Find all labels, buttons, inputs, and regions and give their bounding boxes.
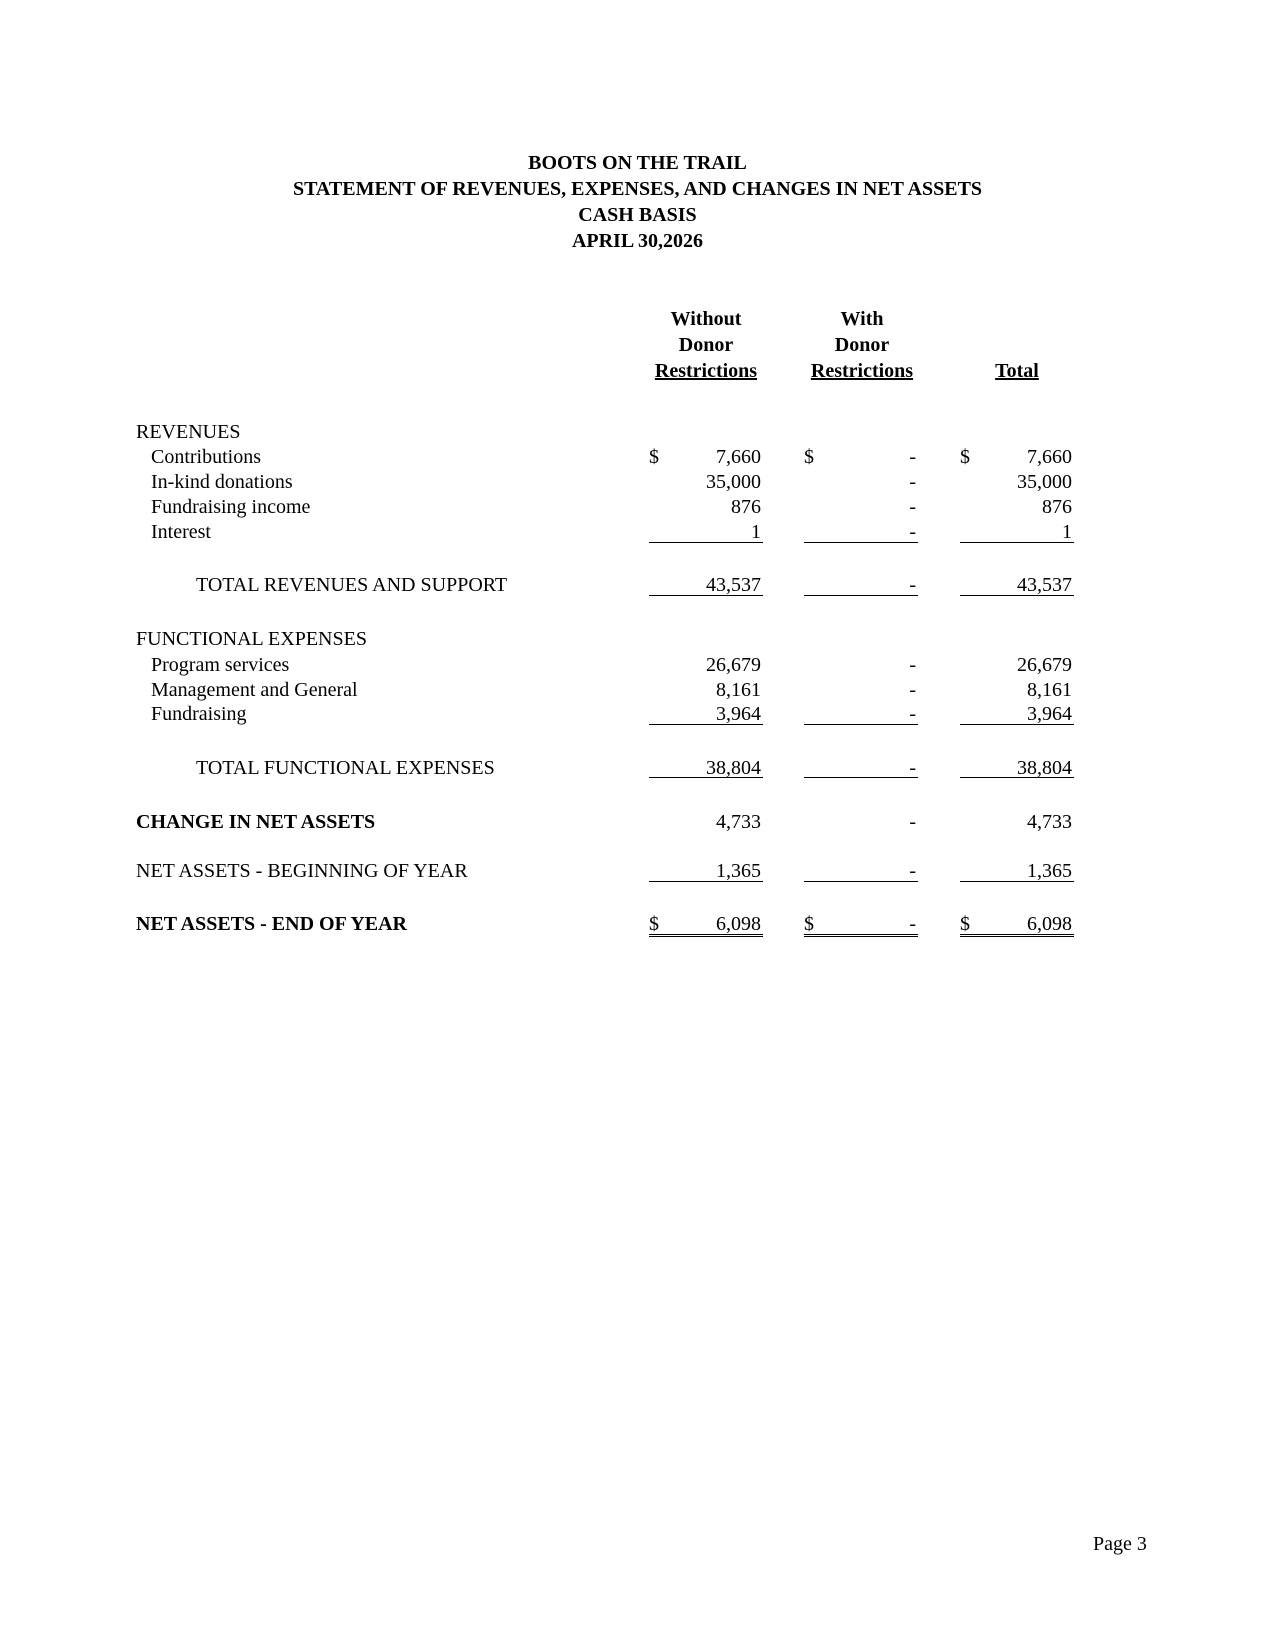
amount-cell: 3,964	[1027, 703, 1072, 725]
amount-cell: 26,679	[1017, 654, 1072, 676]
organization-name: BOOTS ON THE TRAIL	[528, 152, 747, 174]
report-header	[0, 150, 1275, 254]
row-label: Fundraising	[151, 703, 247, 725]
amount-cell: 38,804	[706, 757, 761, 779]
amount-cell: $ -	[804, 446, 916, 468]
amount-cell: 1	[1062, 521, 1072, 543]
amount-cell: $ 6,098	[960, 913, 1072, 935]
row-label: Fundraising income	[151, 496, 311, 518]
amount-cell: 876	[731, 496, 761, 518]
total-rule	[960, 777, 1074, 778]
amount-cell: 1,365	[716, 860, 761, 882]
amount-cell: 38,804	[1017, 757, 1072, 779]
total-rule	[960, 595, 1074, 596]
amount-cell: 8,161	[716, 679, 761, 701]
amount-cell: 26,679	[706, 654, 761, 676]
amount-cell: -	[909, 757, 916, 779]
subtotal-rule	[960, 542, 1074, 543]
total-rule	[804, 777, 918, 778]
amount-cell: -	[909, 860, 916, 882]
net-assets-beginning-label: NET ASSETS - BEGINNING OF YEAR	[136, 860, 468, 882]
amount-cell: -	[909, 521, 916, 543]
amount-cell: 1	[751, 521, 761, 543]
column-header-total: Total	[995, 360, 1039, 382]
amount-cell: 876	[1042, 496, 1072, 518]
amount-cell: 4,733	[716, 811, 761, 833]
column-header-without-donor-restrictions: Without Donor Restrictions	[654, 308, 758, 382]
report-basis: CASH BASIS	[578, 204, 697, 226]
amount-cell: -	[909, 811, 916, 833]
amount-cell: 3,964	[716, 703, 761, 725]
amount-cell: -	[909, 703, 916, 725]
amount-cell: 8,161	[1027, 679, 1072, 701]
revenues-heading: REVENUES	[136, 421, 241, 443]
total-rule	[649, 595, 763, 596]
subtotal-rule	[804, 724, 918, 725]
double-total-rule	[649, 934, 763, 937]
amount-cell: $ 7,660	[649, 446, 761, 468]
amount-cell: $ 7,660	[960, 446, 1072, 468]
subtotal-rule	[649, 881, 763, 882]
row-label: Interest	[151, 521, 211, 543]
expenses-heading: FUNCTIONAL EXPENSES	[136, 628, 367, 650]
row-label: Program services	[151, 654, 290, 676]
double-total-rule	[960, 934, 1074, 937]
amount-cell: 43,537	[1017, 574, 1072, 596]
report-title: STATEMENT OF REVENUES, EXPENSES, AND CHANGES IN NET ASSETS	[292, 178, 983, 200]
net-assets-end-label: NET ASSETS - END OF YEAR	[136, 913, 407, 935]
subtotal-rule	[804, 881, 918, 882]
subtotal-rule	[804, 542, 918, 543]
row-label: Contributions	[151, 446, 262, 468]
amount-cell: -	[909, 574, 916, 596]
subtotal-rule	[960, 881, 1074, 882]
total-revenues-label: TOTAL REVENUES AND SUPPORT	[196, 574, 508, 596]
amount-cell: -	[909, 471, 916, 493]
subtotal-rule	[649, 542, 763, 543]
amount-cell: 1,365	[1027, 860, 1072, 882]
amount-cell: -	[909, 679, 916, 701]
total-rule	[649, 777, 763, 778]
change-in-net-assets-label: CHANGE IN NET ASSETS	[136, 811, 376, 833]
amount-cell: $ 6,098	[649, 913, 761, 935]
row-label: Management and General	[151, 679, 358, 701]
report-date: APRIL 30,2026	[571, 230, 704, 252]
total-expenses-label: TOTAL FUNCTIONAL EXPENSES	[196, 757, 495, 779]
row-label: In-kind donations	[151, 471, 293, 493]
amount-cell: 4,733	[1027, 811, 1072, 833]
amount-cell: 43,537	[706, 574, 761, 596]
amount-cell: 35,000	[706, 471, 761, 493]
amount-cell: $ -	[804, 913, 916, 935]
column-header-with-donor-restrictions: With Donor Restrictions	[810, 308, 914, 382]
amount-cell: 35,000	[1017, 471, 1072, 493]
amount-cell: -	[909, 496, 916, 518]
amount-cell: -	[909, 654, 916, 676]
total-rule	[804, 595, 918, 596]
page-number: Page 3	[1093, 1533, 1147, 1555]
double-total-rule	[804, 934, 918, 937]
subtotal-rule	[649, 724, 763, 725]
subtotal-rule	[960, 724, 1074, 725]
